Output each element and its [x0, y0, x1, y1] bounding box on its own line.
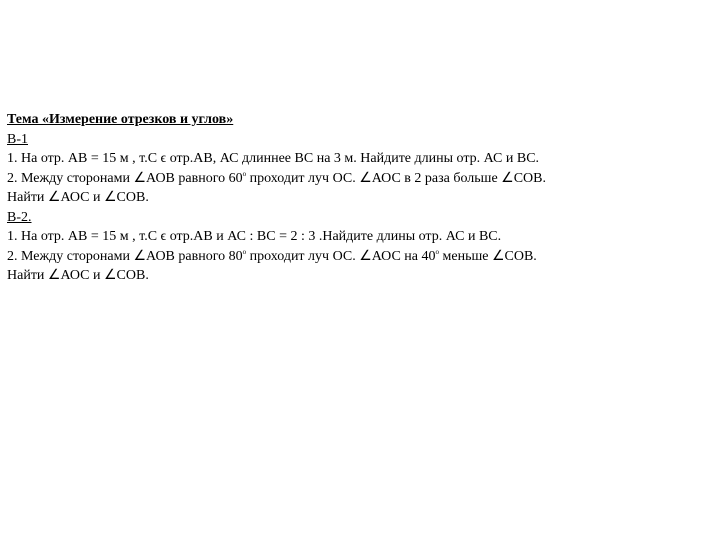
variant-2-label: В-2. — [7, 209, 32, 225]
variant-1-label: В-1 — [7, 131, 28, 147]
slide-text — [7, 110, 713, 286]
variant-2-task-2-part-b: проходит луч ОС. ∠АОС на 40 — [246, 248, 436, 264]
variant-1-task-2-part-b: проходит луч ОС. ∠АОС в 2 раза больше ∠СОВ. — [246, 170, 546, 186]
variant-2-task-1: 1. На отр. АВ = 15 м , т.С ϵ отр.АВ и АС : ВС = 2 : 3 .Найдите длины отр. АС и ВС. — [7, 229, 502, 244]
variant-1-task-2-part-a: 2. Между сторонами ∠АОВ равного 60 — [7, 170, 243, 186]
degree-mark: о — [242, 169, 247, 178]
variant-2-task-2-question: Найти ∠АОС и ∠СОВ. — [7, 268, 149, 283]
variant-1-task-2-question: Найти ∠АОС и ∠СОВ. — [7, 190, 149, 205]
variant-2-task-2 — [7, 247, 713, 267]
variant-1-task-2 — [7, 169, 713, 189]
degree-mark: о — [242, 247, 247, 256]
variant-2-task-2-part-c: меньше ∠СОВ. — [439, 248, 537, 264]
page-title: Тема «Измерение отрезков и углов» — [7, 112, 234, 127]
variant-1-task-1: 1. На отр. АВ = 15 м , т.С ϵ отр.АВ, АС длиннее ВС на 3 м. Найдите длины отр. АС и ВС. — [7, 151, 540, 166]
degree-mark: о — [435, 247, 439, 256]
variant-2-task-2-part-a: 2. Между сторонами ∠АОВ равного 80 — [7, 248, 243, 264]
